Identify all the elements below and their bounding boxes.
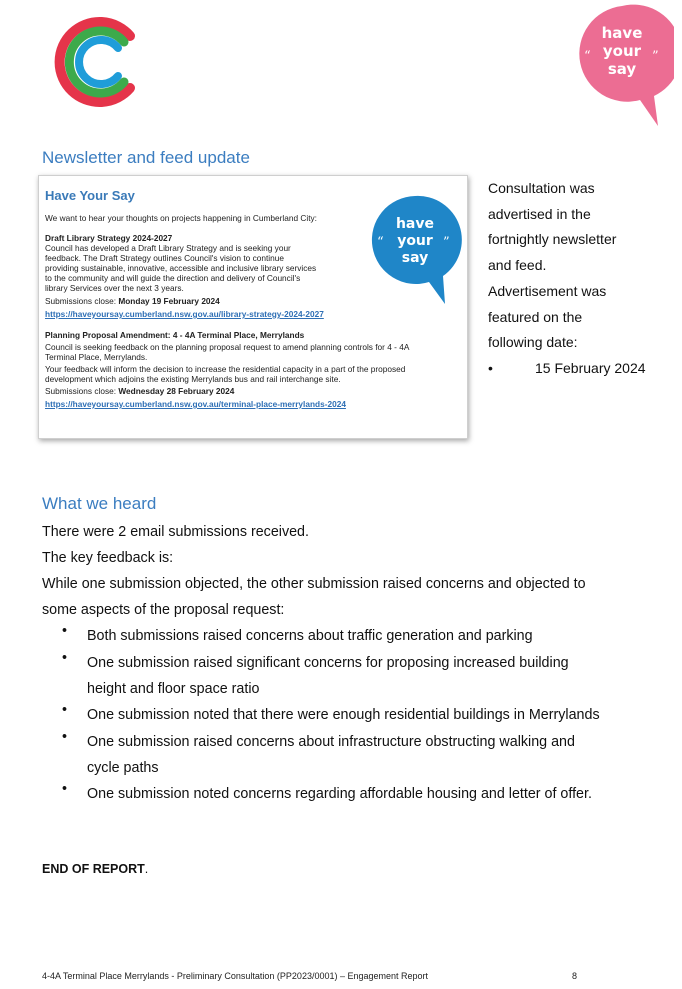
paragraph-summary-line1: While one submission objected, the other submission raised concerns and objected to — [42, 576, 586, 592]
newsletter-item1-line: Council has developed a Draft Library Strategy and is seeking your — [45, 243, 291, 253]
svg-text:“: “ — [584, 49, 591, 64]
close-label: Submissions close: — [45, 386, 117, 396]
bullet-icon: • — [62, 729, 68, 745]
bullet-icon: • — [62, 781, 68, 797]
newsletter-item1-link[interactable]: https://haveyoursay.cumberland.nsw.gov.au/library-strategy-2024-2027 — [45, 309, 324, 319]
end-of-report-label: END OF REPORT — [42, 862, 145, 876]
newsletter-item1-line: to the community and will guide the direction and delivery of Council's — [45, 273, 301, 283]
list-item-text: One submission noted that there were enough residential buildings in Merrylands — [87, 707, 600, 723]
list-item-text: One submission raised significant concerns for proposing increased building height and floor space ratio — [87, 655, 569, 697]
close-date: Monday 19 February 2024 — [118, 296, 220, 306]
end-of-report — [42, 862, 148, 876]
end-of-report-dot: . — [144, 862, 149, 876]
newsletter-item1-line: providing sustainable, innovative, accessible and inclusive library services — [45, 263, 317, 273]
newsletter-intro: We want to hear your thoughts on projects happening in Cumberland City: — [45, 213, 317, 223]
list-item-text: Both submissions raised concerns about traffic generation and parking — [87, 628, 533, 644]
close-label: Submissions close: — [45, 296, 117, 306]
svg-text:”: ” — [652, 49, 659, 64]
section-heading-what-we-heard: What we heard — [42, 494, 157, 513]
newsletter-screenshot — [38, 175, 468, 439]
section-heading-newsletter: Newsletter and feed update — [42, 148, 250, 167]
paragraph-submissions: There were 2 email submissions received. — [42, 524, 309, 540]
newsletter-item2-line: Your feedback will inform the decision to increase the residential capacity in a part of the proposed — [45, 364, 406, 374]
logo-text-your: your — [602, 42, 642, 60]
newsletter-item2-line: Council is seeking feedback on the planning proposal request to amend planning controls for 4 - 4A — [45, 342, 410, 352]
close-date: Wednesday 28 February 2024 — [118, 386, 235, 396]
newsletter-item1-close — [45, 296, 220, 306]
badge-text-your: your — [397, 233, 433, 249]
page-footer: 4-4A Terminal Place Merrylands - Preliminary Consultation (PP2023/0001) – Engagement Report — [42, 971, 429, 981]
newsletter-item2-link[interactable]: https://haveyoursay.cumberland.nsw.gov.au/terminal-place-merrylands-2024 — [45, 399, 346, 409]
list-item-text: One submission raised concerns about infrastructure obstructing walking and cycle paths — [87, 734, 575, 776]
badge-text-have: have — [395, 216, 435, 232]
bullet-icon: • — [488, 360, 493, 376]
consultation-date: 15 February 2024 — [535, 360, 646, 376]
svg-text:“: “ — [377, 235, 384, 250]
have-your-say-logo — [570, 4, 674, 128]
bullet-icon: • — [62, 623, 68, 639]
cumberland-logo — [48, 12, 140, 112]
bullet-icon: • — [62, 650, 68, 666]
paragraph-key-feedback: The key feedback is: — [42, 550, 174, 566]
newsletter-item2-title: Planning Proposal Amendment: 4 - 4A Terminal Place, Merrylands — [45, 330, 305, 340]
svg-text:”: ” — [443, 235, 450, 250]
page-number: 8 — [572, 971, 578, 981]
newsletter-item2-close — [45, 386, 234, 396]
consultation-date-item — [488, 356, 646, 382]
newsletter-item1-line: feedback. The Draft Strategy outlines Council's vision to continue — [45, 253, 284, 263]
logo-text-say: say — [607, 60, 637, 78]
consultation-note: Consultation was advertised in the fortnightly newsletter and feed. Advertisement was featured on the following date: — [488, 180, 617, 351]
newsletter-item2-line: development which adjoins the existing Merrylands bus and rail interchange site. — [45, 374, 341, 384]
bullet-icon: • — [62, 702, 68, 718]
paragraph-summary-line2: some aspects of the proposal request: — [42, 602, 285, 618]
list-item-text: One submission noted concerns regarding affordable housing and letter of offer. — [87, 786, 592, 802]
newsletter-badge — [367, 194, 463, 306]
newsletter-item2-line: Terminal Place, Merrylands. — [45, 352, 148, 362]
newsletter-item1-title: Draft Library Strategy 2024-2027 — [45, 233, 173, 243]
badge-text-say: say — [401, 250, 429, 266]
newsletter-item1-line: library Services over the next 3 years. — [45, 283, 184, 293]
logo-text-have: have — [601, 24, 643, 42]
newsletter-title: Have Your Say — [45, 188, 135, 203]
